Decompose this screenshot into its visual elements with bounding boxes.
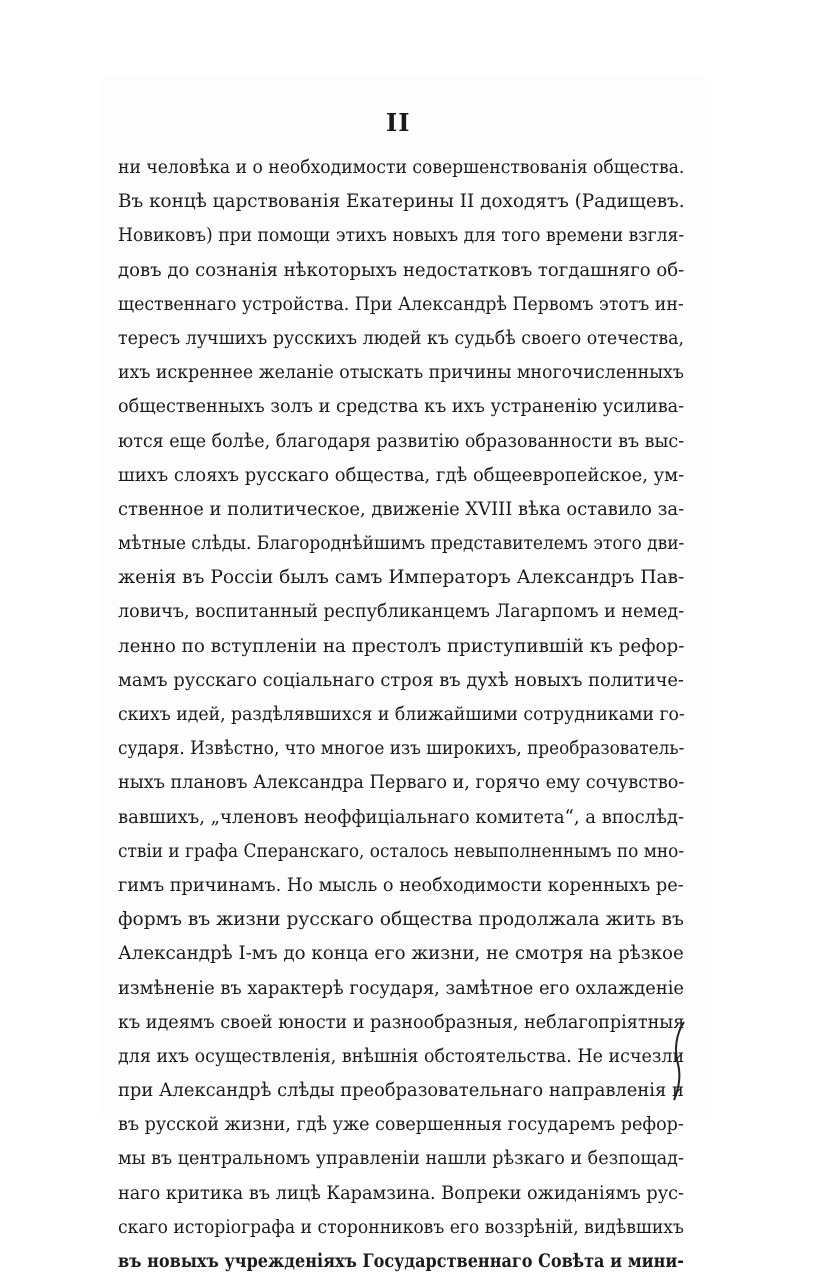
text-line: при Александрѣ слѣды преобразовательнаго направленія и [118, 1079, 684, 1102]
text-line: ленно по вступленіи на престолъ приступившій къ рефор- [118, 634, 685, 657]
text-line: формъ въ жизни русскаго общества продолжала жить въ [118, 908, 684, 931]
text-line: гимъ причинамъ. Но мысль о необходимости коренныхъ ре- [118, 873, 684, 896]
text-line: въ русской жизни, гдѣ уже совершенныя государемъ рефор- [118, 1113, 684, 1136]
text-line: довъ до сознанія нѣкоторыхъ недостатковъ тогдашняго об- [118, 258, 685, 281]
text-line: ихъ искреннее желаніе отыскать причины многочисленныхъ [118, 361, 684, 384]
text-line: тересъ лучшихъ русскихъ людей къ судьбѣ своего отечества, [118, 326, 685, 349]
text-line: шихъ слояхъ русскаго общества, гдѣ общеевропейское, ум- [118, 463, 685, 486]
text-line: наго критика въ лицѣ Карамзина. Вопреки ожиданіямъ рус- [118, 1181, 685, 1204]
text-line: мамъ русскаго соціальнаго строя въ духѣ новыхъ политиче- [118, 668, 684, 691]
text-line: въ новыхъ учрежденіяхъ Государственнаго Совѣта и мини- [118, 1250, 684, 1272]
text-line: къ идеямъ своей юности и разнообразныя, неблагопріятныя [118, 1010, 685, 1033]
text-line: женія въ Россіи былъ самъ Императоръ Александръ Пав- [118, 566, 684, 589]
text-line: Александрѣ I-мъ до конца его жизни, не смотря на рѣзкое [118, 942, 684, 965]
margin-pencil-mark [670, 1020, 692, 1102]
body-text [118, 150, 684, 1278]
text-line: вавшихъ, „членовъ неоффиціальнаго комитета“, а впослѣд- [118, 805, 684, 828]
text-line: Въ концѣ царствованія Екатерины II доходятъ (Радищевъ. [118, 190, 685, 213]
text-line: ныхъ плановъ Александра Перваго и, горячо ему сочувство- [118, 771, 685, 794]
text-line: мѣтные слѣды. Благороднѣйшимъ представителемъ этого дви- [118, 532, 685, 555]
text-line: сударя. Извѣстно, что многое изъ широкихъ, преобразователь- [118, 737, 685, 760]
text-line: щественнаго устройства. При Александрѣ Первомъ этотъ ин- [118, 292, 684, 315]
text-line: измѣненіе въ характерѣ государя, замѣтное его охлажденіе [118, 976, 684, 999]
text-line: ствіи и графа Сперанскаго, осталось невыполненнымъ по мно- [118, 839, 685, 862]
text-line: общественныхъ золъ и средства къ ихъ устраненію усилива- [118, 395, 685, 418]
text-line: ни человѣка и о необходимости совершенствованія общества. [118, 156, 684, 178]
text-line: скихъ идей, раздѣлявшихся и ближайшими сотрудниками го- [118, 703, 685, 725]
text-line: Новиковъ) при помощи этихъ новыхъ для того времени взгля- [118, 224, 685, 247]
text-line: для ихъ осуществленія, внѣшнія обстоятельства. Не исчезли [118, 1044, 685, 1067]
text-line: ловичъ, воспитанный республиканцемъ Лагарпомъ и немед- [118, 600, 684, 623]
text-line: мы въ центральномъ управленіи нашли рѣзкаго и безпощад- [118, 1147, 684, 1170]
text-line: ются еще болѣе, благодаря развитію образованности въ выс- [118, 429, 685, 452]
page-number: II [386, 108, 411, 137]
text-line: скаго исторіографа и сторонниковъ его воззрѣній, видѣвшихъ [118, 1215, 684, 1238]
text-line: ственное и политическое, движеніе XVIII вѣка оставило за- [118, 497, 685, 520]
